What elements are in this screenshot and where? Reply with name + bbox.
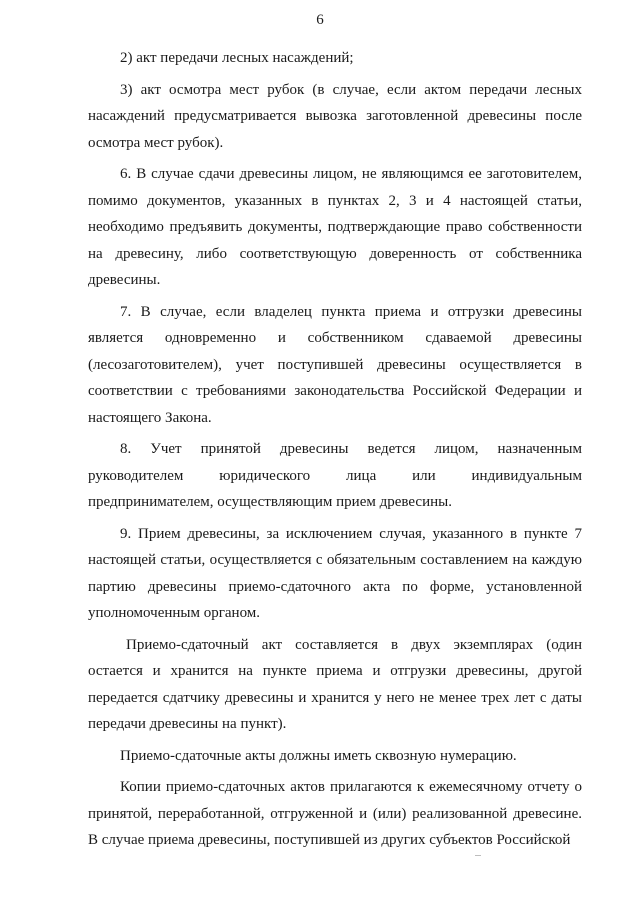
paragraph-acceptance-act-copies: Приемо-сдаточный акт составляется в двух экземплярах (один остается и хранится на пункте приема и отгрузки древесины, другой передается сдатчику древесины и хранится у него не менее трех лет с даты передачи древесины на пункт). — [88, 636, 582, 732]
document-body — [88, 45, 582, 859]
paragraph-item-6: 6. В случае сдачи древесины лицом, не являющимся ее заготовителем, помимо документов, указанных в пунктах 2, 3 и 4 настоящей статьи, необходимо предъявить документы, подтверждающие право собственности на древесину, либо соответствующую доверенность от собственника древесины. — [88, 166, 582, 288]
scan-artifact — [475, 855, 481, 856]
paragraph-item-9: 9. Прием древесины, за исключением случая, указанного в пункте 7 настоящей статьи, осуществляется с обязательным составлением на каждую партию древесины приемо-сдаточного акта по форме, установленной уполномоченным органом. — [88, 525, 582, 621]
paragraph-item-8: 8. Учет принятой древесины ведется лицом, назначенным руководителем юридического лица или индивидуальным предпринимателем, осуществляющим прием древесины. — [88, 441, 582, 510]
paragraph-monthly-report: Копии приемо-сдаточных актов прилагаются к ежемесячному отчету о принятой, переработанной, отгруженной и (или) реализованной древесине. В случае приема древесины, поступившей из других субъектов Российской — [88, 779, 582, 848]
paragraph-item-7: 7. В случае, если владелец пункта приема и отгрузки древесины является одновременно и собственником сдаваемой древесины (лесозаготовителем), учет поступившей древесины осуществляется в соответствии с требованиями законодательства Российской Федерации и настоящего Закона. — [88, 303, 582, 426]
paragraph-numbering: Приемо-сдаточные акты должны иметь сквозную нумерацию. — [120, 747, 517, 764]
paragraph-act-transfer: 2) акт передачи лесных насаждений; — [120, 50, 354, 66]
paragraph-act-inspection: 3) акт осмотра мест рубок (в случае, если актом передачи лесных насаждений предусматривается вывозка заготовленной древесины после осмотра мест рубок). — [88, 81, 582, 151]
page-number: 6 — [316, 12, 324, 28]
